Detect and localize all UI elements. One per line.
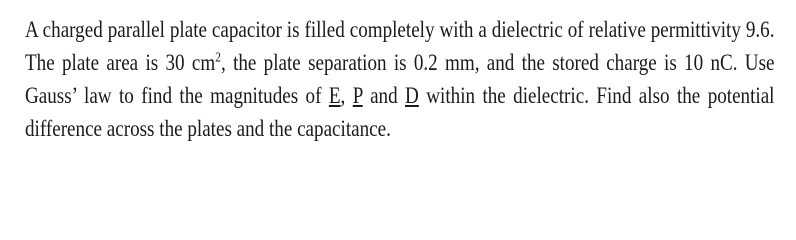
problem-text-part1: A charged parallel plate capacitor is filled completely with a dielectric of relative permittivity 9.6. The plate area is 30 cm [25, 17, 775, 75]
separator-comma: , [340, 83, 353, 108]
vector-d: D [405, 83, 419, 108]
problem-statement [25, 13, 774, 145]
area-exponent: 2 [215, 50, 221, 66]
problem-text-part2: , the plate separation is 0.2 mm, and the stored charge is 10 nC. Use Gauss’ law to find the magnitudes of [25, 50, 775, 108]
vector-e: E [328, 83, 341, 108]
problem-text-part3: within the dielectric. Find also the potential difference across the plates and the capacitance. [25, 83, 775, 141]
separator-and: and [362, 83, 406, 108]
vector-p: P [352, 83, 363, 108]
